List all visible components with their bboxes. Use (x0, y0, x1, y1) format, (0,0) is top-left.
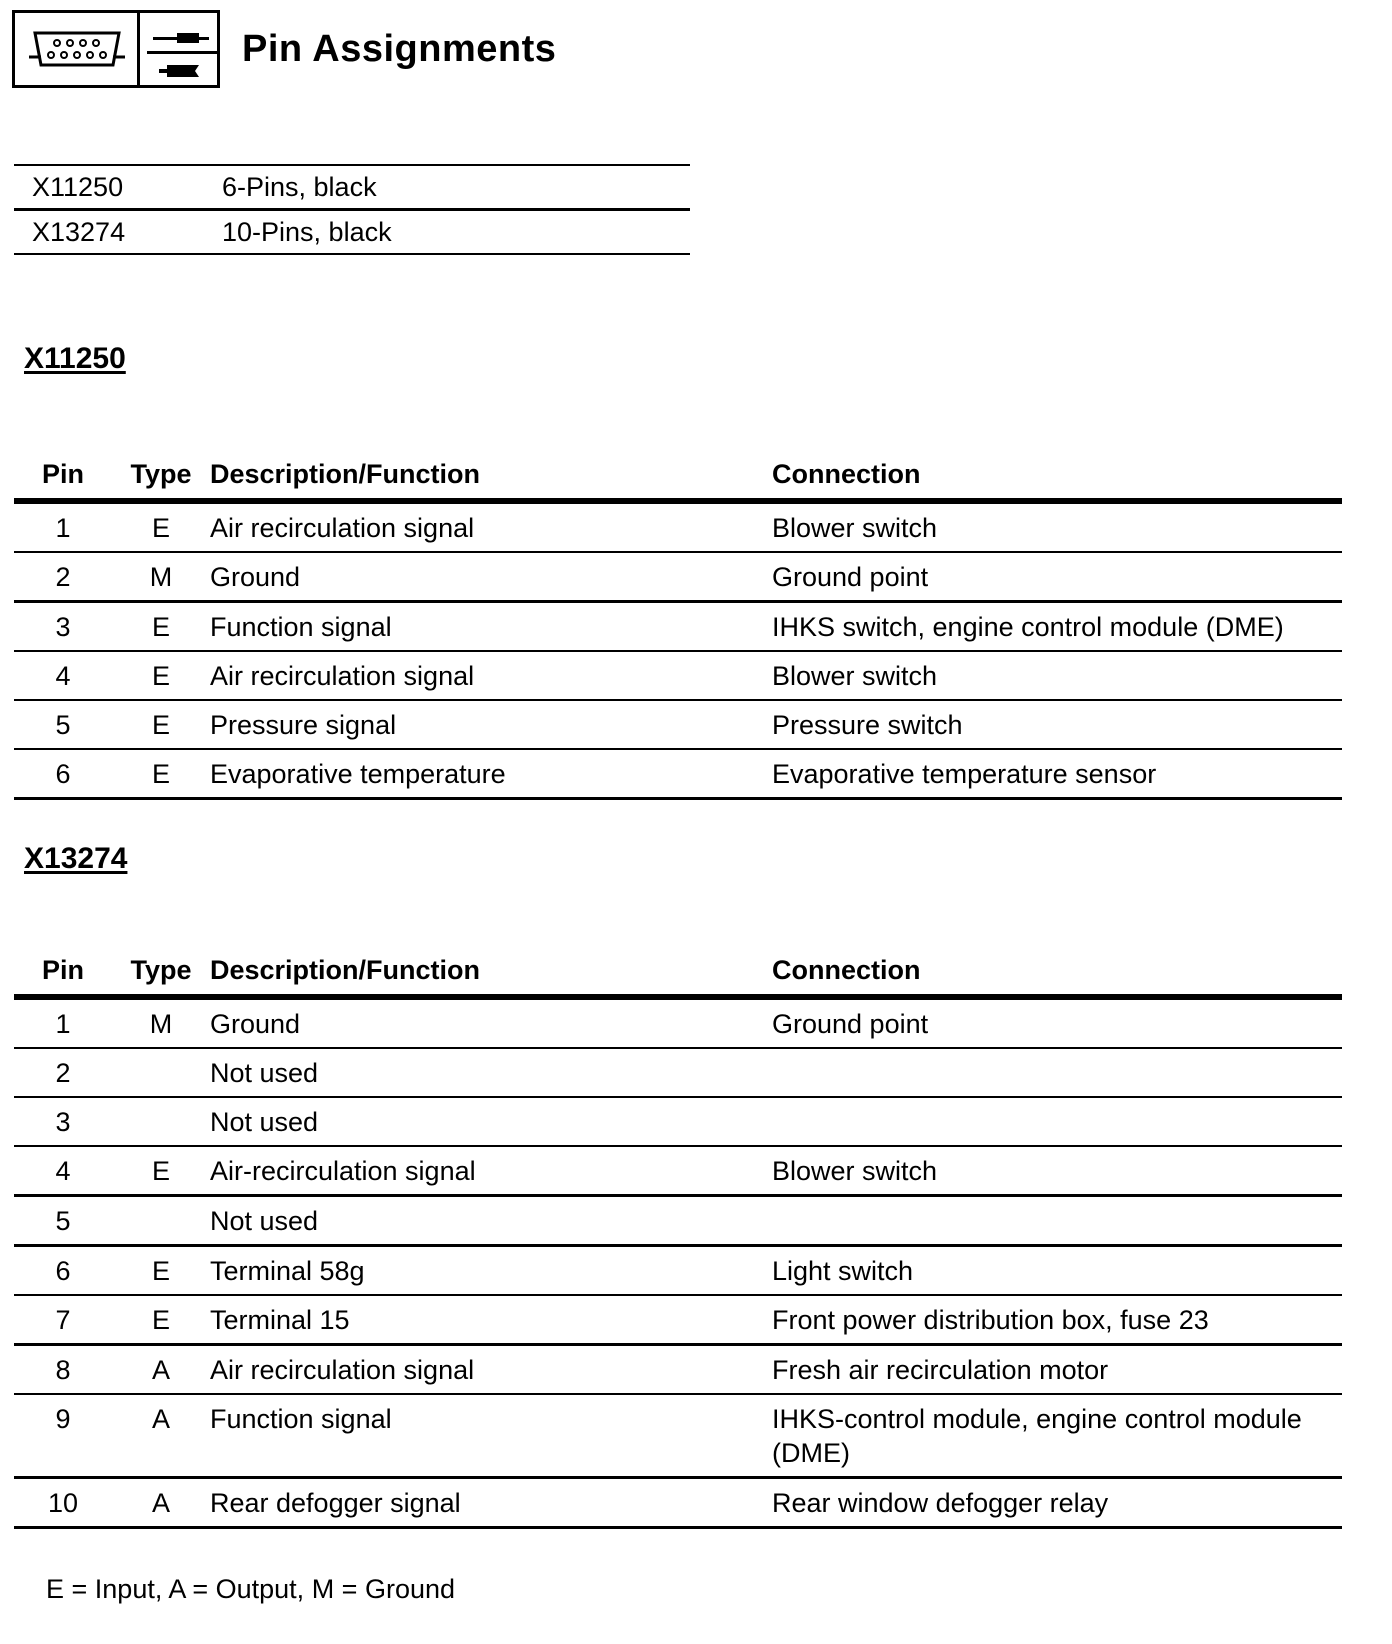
column-header-connection: Connection (772, 948, 1342, 997)
description-cell: Air recirculation signal (210, 651, 772, 700)
badge-divider (137, 13, 140, 85)
pin-cell: 2 (14, 1048, 112, 1097)
description-cell: Air recirculation signal (210, 501, 772, 552)
connection-cell: Ground point (772, 552, 1342, 602)
table-row (14, 749, 1342, 799)
column-header-description: Description/Function (210, 948, 772, 997)
table-header-row (14, 948, 1342, 997)
connection-cell: Blower switch (772, 501, 1342, 552)
table-row (14, 1146, 1342, 1196)
column-header-type: Type (112, 948, 210, 997)
table-row (14, 1394, 1342, 1478)
connection-cell: Front power distribution box, fuse 23 (772, 1295, 1342, 1345)
pin-table-x13274 (14, 948, 1342, 1529)
table-row (14, 1295, 1342, 1345)
connection-cell: Blower switch (772, 1146, 1342, 1196)
type-cell (112, 1048, 210, 1097)
type-cell: E (112, 749, 210, 799)
type-cell (112, 1196, 210, 1246)
type-cell: M (112, 997, 210, 1048)
pin-cell: 9 (14, 1394, 112, 1478)
connection-cell: Evaporative temperature sensor (772, 749, 1342, 799)
table-row (14, 651, 1342, 700)
table-row (14, 1345, 1342, 1395)
pin-cell: 3 (14, 602, 112, 652)
pin-table-body (14, 997, 1342, 1528)
type-cell: M (112, 552, 210, 602)
type-cell (112, 1097, 210, 1146)
pin-cell: 4 (14, 651, 112, 700)
pin-cell: 1 (14, 501, 112, 552)
connector-tools-badge (12, 10, 220, 88)
pin-table-x11250 (14, 452, 1342, 800)
connector-desc: 10-Pins, black (222, 216, 392, 247)
pin-table-body (14, 501, 1342, 799)
description-cell: Air-recirculation signal (210, 1146, 772, 1196)
table-row (14, 1246, 1342, 1296)
tools-icon (147, 19, 217, 85)
type-cell: E (112, 651, 210, 700)
column-header-pin: Pin (14, 948, 112, 997)
pin-cell: 5 (14, 700, 112, 749)
pin-cell: 4 (14, 1146, 112, 1196)
connector-icon (27, 27, 127, 71)
type-legend: E = Input, A = Output, M = Ground (46, 1574, 456, 1604)
type-cell: A (112, 1394, 210, 1478)
description-cell: Ground (210, 997, 772, 1048)
type-cell: E (112, 602, 210, 652)
summary-row (14, 165, 690, 210)
connection-cell: Pressure switch (772, 700, 1342, 749)
summary-row (14, 210, 690, 255)
pin-cell: 7 (14, 1295, 112, 1345)
connection-cell (772, 1196, 1342, 1246)
type-cell: A (112, 1345, 210, 1395)
description-cell: Terminal 58g (210, 1246, 772, 1296)
description-cell: Not used (210, 1097, 772, 1146)
connection-cell: Ground point (772, 997, 1342, 1048)
pin-cell: 6 (14, 749, 112, 799)
type-cell: E (112, 700, 210, 749)
type-cell: E (112, 501, 210, 552)
pin-cell: 10 (14, 1478, 112, 1528)
table-row (14, 501, 1342, 552)
table-header-row (14, 452, 1342, 501)
column-header-type: Type (112, 452, 210, 501)
description-cell: Evaporative temperature (210, 749, 772, 799)
description-cell: Terminal 15 (210, 1295, 772, 1345)
connector-id: X13274 (32, 216, 126, 247)
column-header-connection: Connection (772, 452, 1342, 501)
connection-cell (772, 1097, 1342, 1146)
connector-desc: 6-Pins, black (222, 171, 377, 202)
description-cell: Rear defogger signal (210, 1478, 772, 1528)
table-row (14, 1478, 1342, 1528)
connection-cell: Rear window defogger relay (772, 1478, 1342, 1528)
description-cell: Not used (210, 1196, 772, 1246)
connection-cell: IHKS-control module, engine control module (DME) (772, 1394, 1342, 1478)
table-row (14, 1048, 1342, 1097)
description-cell: Function signal (210, 1394, 772, 1478)
section-title-x13274: X13274 (24, 842, 128, 875)
connection-cell: IHKS switch, engine control module (DME) (772, 602, 1342, 652)
page-title: Pin Assignments (242, 28, 557, 70)
connector-summary-table (14, 164, 690, 255)
type-cell: A (112, 1478, 210, 1528)
connection-cell: Blower switch (772, 651, 1342, 700)
pin-cell: 6 (14, 1246, 112, 1296)
table-row (14, 1196, 1342, 1246)
table-row (14, 1097, 1342, 1146)
connection-cell: Light switch (772, 1246, 1342, 1296)
type-cell: E (112, 1146, 210, 1196)
table-row (14, 602, 1342, 652)
column-header-description: Description/Function (210, 452, 772, 501)
type-cell: E (112, 1246, 210, 1296)
pin-cell: 1 (14, 997, 112, 1048)
table-row (14, 552, 1342, 602)
description-cell: Pressure signal (210, 700, 772, 749)
table-row (14, 700, 1342, 749)
table-row (14, 997, 1342, 1048)
pin-cell: 2 (14, 552, 112, 602)
column-header-pin: Pin (14, 452, 112, 501)
description-cell: Not used (210, 1048, 772, 1097)
section-title-x11250: X11250 (24, 342, 126, 375)
connection-cell: Fresh air recirculation motor (772, 1345, 1342, 1395)
description-cell: Function signal (210, 602, 772, 652)
pin-cell: 3 (14, 1097, 112, 1146)
type-cell: E (112, 1295, 210, 1345)
pin-cell: 5 (14, 1196, 112, 1246)
connection-cell (772, 1048, 1342, 1097)
pin-cell: 8 (14, 1345, 112, 1395)
description-cell: Ground (210, 552, 772, 602)
connector-id: X11250 (32, 171, 124, 202)
description-cell: Air recirculation signal (210, 1345, 772, 1395)
